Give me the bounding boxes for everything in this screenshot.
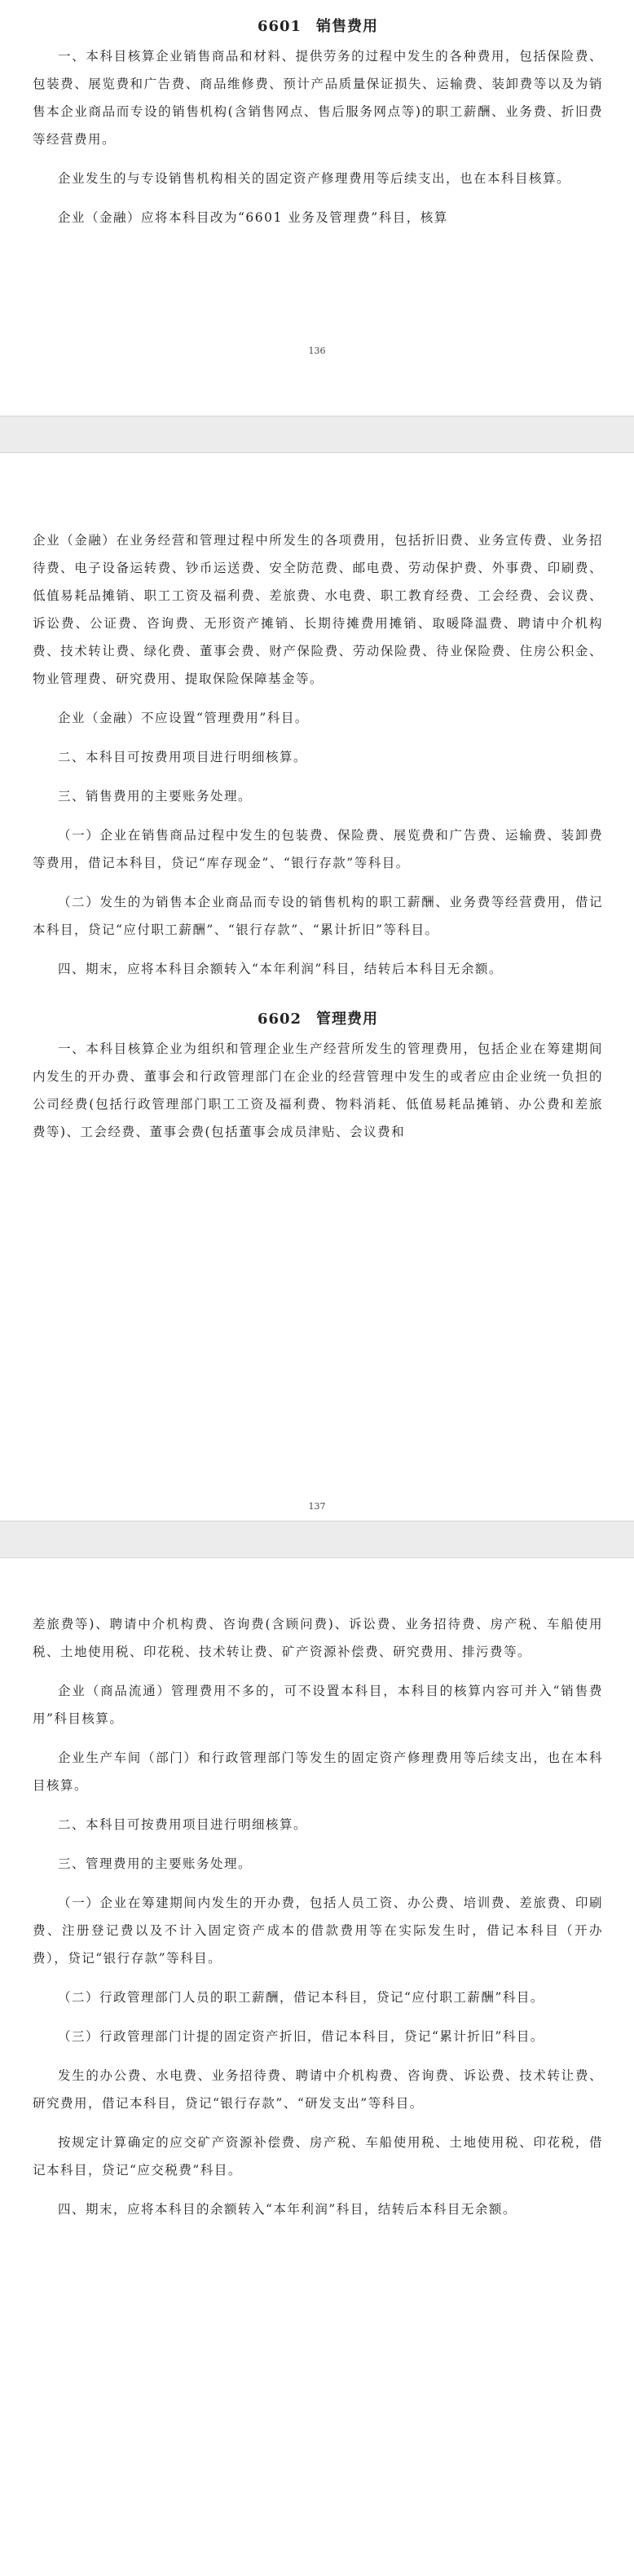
paragraph: 一、本科目核算企业销售商品和材料、提供劳务的过程中发生的各种费用，包括保险费、包装费、展览费和广告费、商品维修费、预计产品质量保证损失、运输费、装卸费等以及为销售本企业商品而专设的销售机构(含销售网点、售后服务网点等)的职工薪酬、业务费、折旧费等经营费用。: [33, 49, 603, 147]
paragraph: （三）行政管理部门计提的固定资产折旧，借记本科目，贷记“累计折旧”科目。: [58, 2029, 544, 2044]
paragraph: 三、销售费用的主要账务处理。: [58, 789, 253, 804]
paragraph: 企业（金融）应将本科目改为“6601 业务及管理费”科目，核算: [58, 210, 448, 225]
paragraph: 一、本科目核算企业为组织和管理企业生产经营所发生的管理费用，包括企业在筹建期间内发生的开办费、董事会和行政管理部门在企业的经营管理中发生的或者应由企业统一负担的公司经费(包括行政管理部门职工工资及福利费、物料消耗、低值易耗品摊销、办公费和差旅费等)、工会经费、董事会费(包括董事会成员津贴、会议费和: [33, 1041, 603, 1139]
section-heading-6601: [33, 15, 603, 36]
paragraph: 二、本科目可按费用项目进行明细核算。: [58, 750, 308, 764]
paragraph: 发生的办公费、水电费、业务招待费、聘请中介机构费、咨询费、诉讼费、技术转让费、研究费用，借记本科目，贷记“银行存款”、“研发支出”等科目。: [33, 2068, 603, 2111]
paragraph: 按规定计算确定的应交矿产资源补偿费、房产税、车船使用税、土地使用税、印花税，借记本科目，贷记“应交税费”科目。: [33, 2135, 603, 2177]
page-136: [0, 0, 634, 416]
heading-title: 管理费用: [316, 1011, 379, 1028]
paragraph: 企业生产车间（部门）和行政管理部门等发生的固定资产修理费用等后续支出，也在本科目核算。: [33, 1750, 603, 1793]
paragraph: （二）行政管理部门人员的职工薪酬，借记本科目，贷记“应付职工薪酬”科目。: [58, 1990, 544, 2005]
paragraph: （一）企业在筹建期间内发生的开办费，包括人员工资、办公费、培训费、差旅费、印刷费、注册登记费以及不计入固定资产成本的借款费用等在实际发生时，借记本科目（开办费），贷记“银行存款”等科目。: [33, 1896, 603, 1966]
section-heading-6602: [33, 1007, 603, 1028]
paragraph: 四、期末，应将本科目余额转入“本年利润”科目，结转后本科目无余额。: [58, 962, 503, 976]
paragraph: 企业发生的与专设销售机构相关的固定资产修理费用等后续支出，也在本科目核算。: [58, 171, 571, 186]
heading-code: 6602: [257, 1011, 302, 1028]
paragraph: 三、管理费用的主要账务处理。: [58, 1856, 253, 1871]
paragraph: 差旅费等)、聘请中介机构费、咨询费(含顾问费)、诉讼费、业务招待费、房产税、车船使用税、土地使用税、印花税、技术转让费、矿产资源补偿费、研究费用、排污费等。: [33, 1617, 603, 1659]
page-separator: [0, 1521, 634, 1558]
page-number: 137: [308, 1501, 326, 1512]
paragraph: 企业（商品流通）管理费用不多的，可不设置本科目，本科目的核算内容可并入“销售费用”科目核算。: [33, 1684, 603, 1726]
heading-code: 6601: [257, 18, 302, 35]
paragraph: （二）发生的为销售本企业商品而专设的销售机构的职工薪酬、业务费等经营费用，借记本科目，贷记“应付职工薪酬”、“银行存款”、“累计折旧”等科目。: [33, 895, 603, 937]
paragraph: （一）企业在销售商品过程中发生的包装费、保险费、展览费和广告费、运输费、装卸费等费用，借记本科目，贷记“库存现金”、“银行存款”等科目。: [33, 828, 603, 870]
paragraph: 四、期末，应将本科目的余额转入“本年利润”科目，结转后本科目无余额。: [58, 2202, 517, 2217]
paragraph: 二、本科目可按费用项目进行明细核算。: [58, 1817, 308, 1832]
page-137: [0, 453, 634, 1521]
page-number: 136: [308, 346, 326, 356]
page-separator: [0, 416, 634, 453]
heading-title: 销售费用: [316, 18, 379, 35]
page-138: [0, 1558, 634, 2576]
paragraph: 企业（金融）不应设置“管理费用”科目。: [58, 711, 309, 725]
paragraph: 企业（金融）在业务经营和管理过程中所发生的各项费用，包括折旧费、业务宣传费、业务招待费、电子设备运转费、钞币运送费、安全防范费、邮电费、劳动保护费、外事费、印刷费、低值易耗品摊销、职工工资及福利费、差旅费、水电费、职工教育经费、工会经费、会议费、诉讼费、公证费、咨询费、无形资产摊销、长期待摊费用摊销、取暖降温费、聘请中介机构费、技术转让费、绿化费、董事会费、财产保险费、劳动保险费、待业保险费、住房公积金、物业管理费、研究费用、提取保险保障基金等。: [33, 533, 603, 686]
